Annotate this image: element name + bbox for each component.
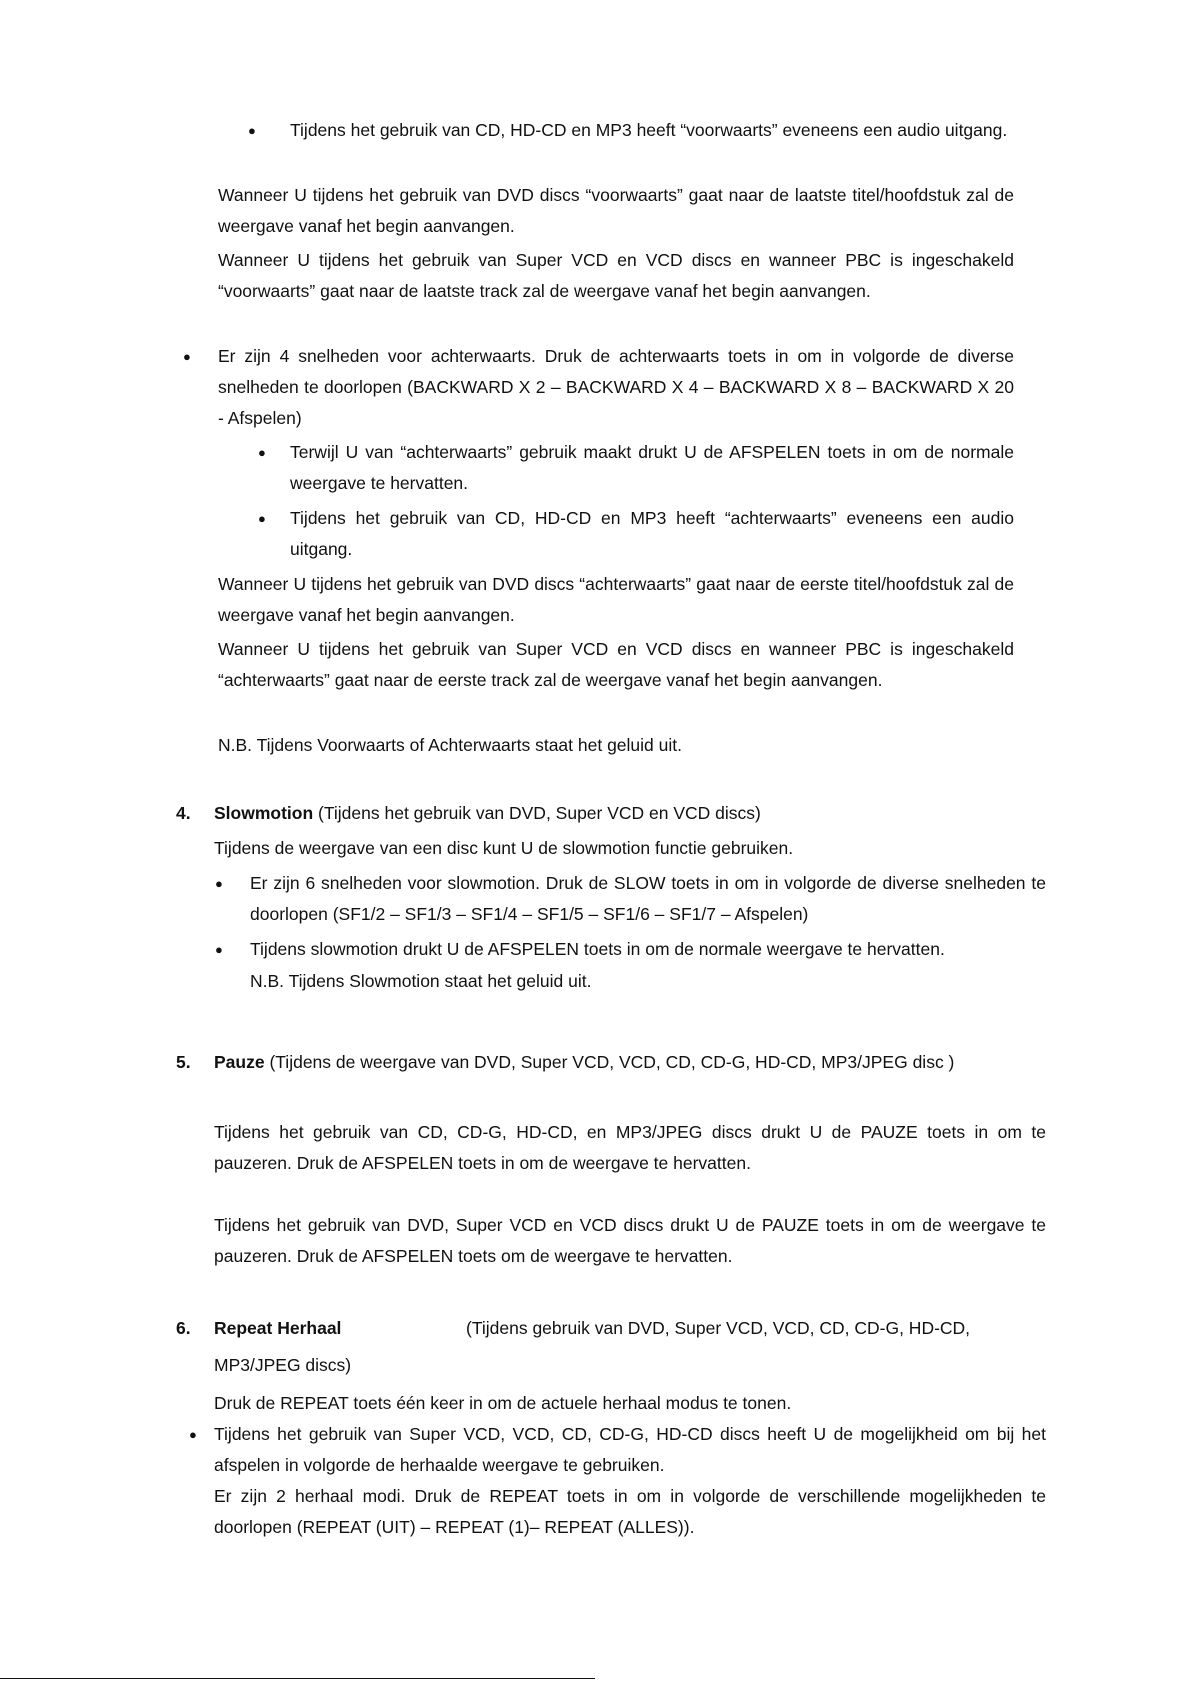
paragraph-text: Er zijn 2 herhaal modi. Druk de REPEAT toets in om in volgorde de verschillende mogelijkheden te doorlopen (REPEAT (UIT) – REPEAT (1)– REPEAT (ALLES)). bbox=[214, 1486, 1046, 1537]
paragraph-pause-dvd bbox=[214, 1210, 1046, 1272]
note-forward-backward bbox=[218, 730, 682, 761]
section-subtitle: (Tijdens gebruik van DVD, Super VCD, VCD, CD, CD-G, HD-CD, bbox=[466, 1318, 971, 1338]
section-title: Pauze bbox=[214, 1052, 265, 1072]
bullet-dot: ● bbox=[248, 123, 256, 138]
paragraph-text: Wanneer U tijdens het gebruik van Super VCD en VCD discs en wanneer PBC is ingeschakeld “achterwaarts” gaat naar de eerste track zal de weergave vanaf het begin aanvangen. bbox=[218, 639, 1014, 690]
section-subtitle: (Tijdens het gebruik van DVD, Super VCD en VCD discs) bbox=[313, 803, 761, 823]
bullet-dot: ● bbox=[215, 876, 223, 891]
repeat-intro bbox=[214, 1388, 791, 1419]
bullet-slowmotion-resume bbox=[215, 934, 945, 965]
section-number: 5. bbox=[176, 1052, 191, 1072]
bullet-repeat-usage bbox=[189, 1419, 1046, 1481]
bullet-forward-audio bbox=[248, 115, 1014, 146]
paragraph-vcd-backward bbox=[218, 634, 1014, 696]
paragraph-text: Tijdens slowmotion drukt U de AFSPELEN toets in om de normale weergave te hervatten. bbox=[250, 939, 945, 959]
paragraph-pause-cd bbox=[214, 1117, 1046, 1179]
paragraph-repeat-modes bbox=[214, 1481, 1046, 1543]
paragraph-text: Terwijl U van “achterwaarts” gebruik maakt drukt U de AFSPELEN toets in om de normale weergave te hervatten. bbox=[290, 442, 1014, 493]
section-number: 6. bbox=[176, 1318, 191, 1338]
paragraph-text: Er zijn 6 snelheden voor slowmotion. Druk de SLOW toets in om in volgorde de diverse snelheden te doorlopen (SF1/2 – SF1/3 – SF1/4 – SF1/5 – SF1/6 – SF1/7 – Afspelen) bbox=[250, 873, 1046, 924]
paragraph-text: Wanneer U tijdens het gebruik van DVD discs “voorwaarts” gaat naar de laatste titel/hoofdstuk zal de weergave vanaf het begin aanvangen. bbox=[218, 185, 1014, 236]
paragraph-text: Er zijn 4 snelheden voor achterwaarts. Druk de achterwaarts toets in om in volgorde de diverse snelheden te doorlopen (BACKWARD X 2 – BACKWARD X 4 – BACKWARD X 8 – BACKWARD X 20 - Afspelen) bbox=[218, 346, 1014, 428]
section-subtitle: MP3/JPEG discs) bbox=[214, 1355, 352, 1375]
paragraph-text: Wanneer U tijdens het gebruik van DVD discs “achterwaarts” gaat naar de eerste titel/hoofdstuk zal de weergave vanaf het begin aanvangen. bbox=[218, 574, 1014, 625]
section-number: 4. bbox=[176, 803, 191, 823]
section-title: Slowmotion bbox=[214, 803, 314, 823]
bullet-dot: ● bbox=[258, 511, 266, 526]
paragraph-vcd-forward bbox=[218, 245, 1014, 307]
slowmotion-intro bbox=[214, 833, 793, 864]
paragraph-text: Wanneer U tijdens het gebruik van Super VCD en VCD discs en wanneer PBC is ingeschakeld “voorwaarts” gaat naar de laatste track zal de weergave vanaf het begin aanvangen. bbox=[218, 250, 1014, 301]
paragraph-text: Tijdens het gebruik van CD, HD-CD en MP3 heeft “achterwaarts” eveneens een audio uitgang. bbox=[290, 508, 1014, 559]
bullet-dot: ● bbox=[215, 942, 223, 957]
bullet-slowmotion-speeds bbox=[215, 868, 1046, 930]
bullet-dot: ● bbox=[189, 1427, 197, 1442]
section-6-heading-continued bbox=[214, 1350, 351, 1381]
section-subtitle: (Tijdens de weergave van DVD, Super VCD, VCD, CD, CD-G, HD-CD, MP3/JPEG disc ) bbox=[264, 1052, 955, 1072]
section-title: Repeat Herhaal bbox=[214, 1318, 342, 1338]
bullet-dot: ● bbox=[258, 445, 266, 460]
bullet-dot: ● bbox=[183, 349, 191, 364]
bullet-backward-speeds bbox=[183, 341, 1014, 434]
paragraph-dvd-forward bbox=[218, 180, 1014, 242]
paragraph-text: N.B. Tijdens Voorwaarts of Achterwaarts staat het geluid uit. bbox=[218, 735, 682, 755]
bullet-backward-resume bbox=[258, 437, 1014, 499]
paragraph-text: Tijdens het gebruik van Super VCD, VCD, CD, CD-G, HD-CD discs heeft U de mogelijkheid om bij het afspelen in volgorde de herhaalde weergave te gebruiken. bbox=[214, 1424, 1046, 1475]
paragraph-text: Tijdens het gebruik van CD, HD-CD en MP3 heeft “voorwaarts” eveneens een audio uitgang. bbox=[290, 120, 1008, 140]
paragraph-dvd-backward bbox=[218, 569, 1014, 631]
paragraph-text: Tijdens de weergave van een disc kunt U de slowmotion functie gebruiken. bbox=[214, 838, 794, 858]
footer-rule bbox=[0, 1678, 595, 1679]
note-slowmotion bbox=[250, 966, 591, 997]
bullet-backward-audio bbox=[258, 503, 1014, 565]
paragraph-text: Tijdens het gebruik van DVD, Super VCD en VCD discs drukt U de PAUZE toets in om de weergave te pauzeren. Druk de AFSPELEN toets om de weergave te hervatten. bbox=[214, 1215, 1046, 1266]
paragraph-text: Tijdens het gebruik van CD, CD-G, HD-CD, en MP3/JPEG discs drukt U de PAUZE toets in om te pauzeren. Druk de AFSPELEN toets in om de weergave te hervatten. bbox=[214, 1122, 1046, 1173]
paragraph-text: Druk de REPEAT toets één keer in om de actuele herhaal modus te tonen. bbox=[214, 1393, 792, 1413]
paragraph-text: N.B. Tijdens Slowmotion staat het geluid uit. bbox=[250, 971, 592, 991]
